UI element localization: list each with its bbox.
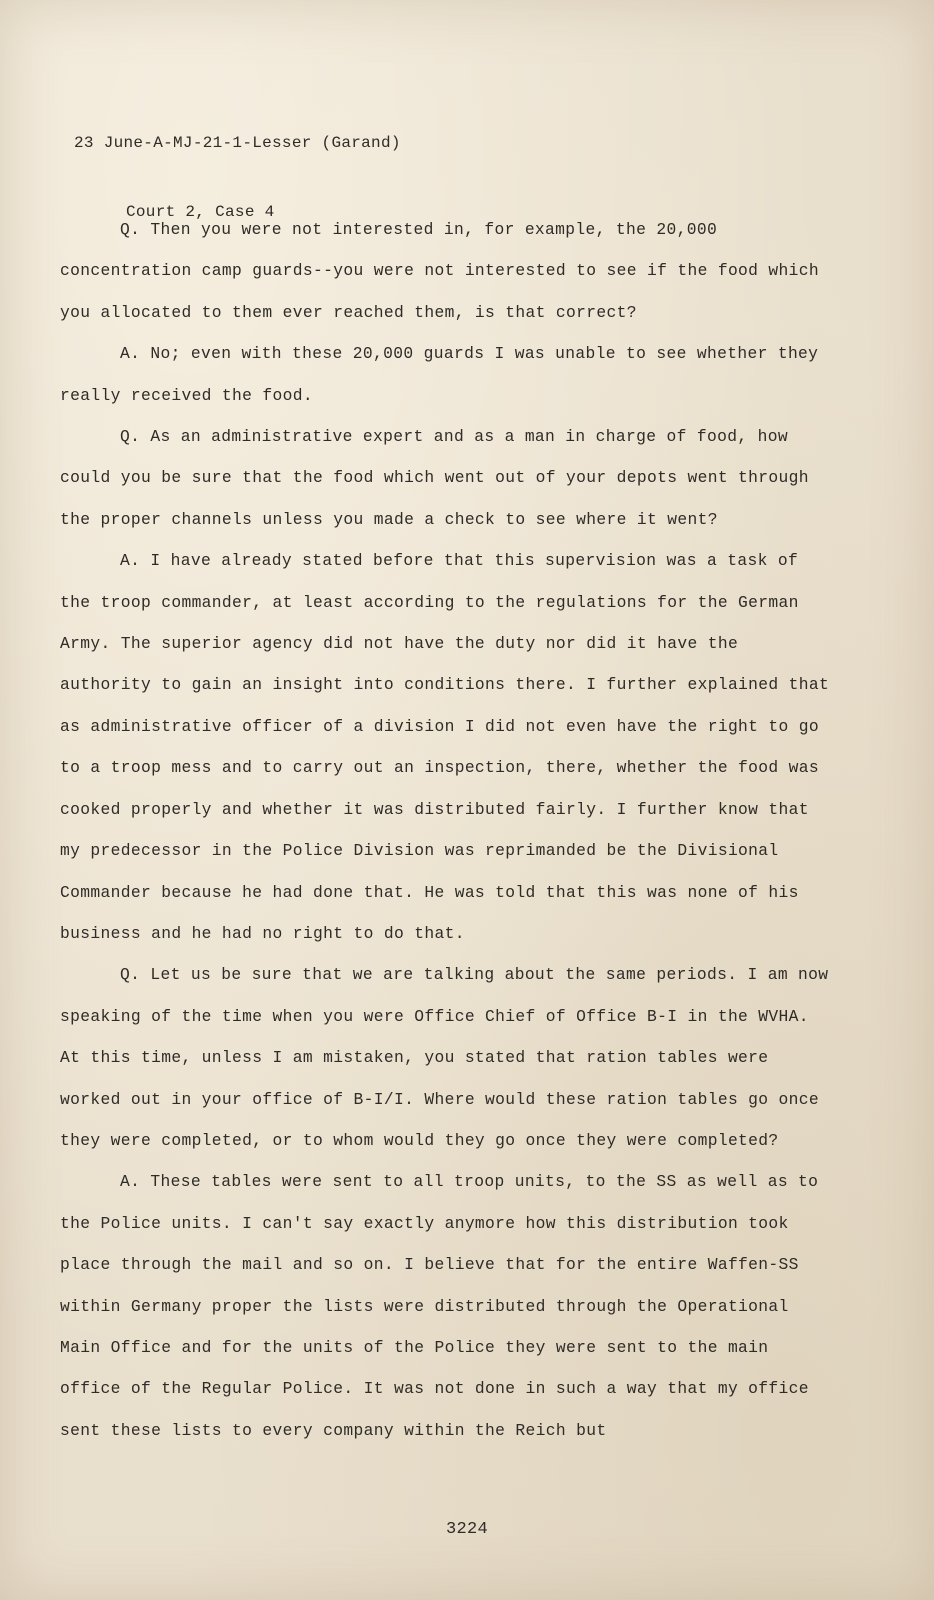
court-case-line: Court 2, Case 4 — [126, 203, 275, 221]
transcript-body — [60, 209, 830, 1451]
transcript-paragraph-question-2: Q. As an administrative expert and as a man in charge of food, how could you be sure that the food which went out of your depots went through the proper channels unless you made a check to see where it went? — [60, 427, 809, 529]
case-reference-line: 23 June-A-MJ-21-1-Lesser (Garand) — [74, 134, 401, 152]
transcript-paragraph-question-3: Q. Let us be sure that we are talking about the same periods. I am now speaking of the time when you were Office Chief of Office B-I in the WVHA. At this time, unless I am mistaken, you stated that ration tables were worked out in your office of B-I/I. Where would these ration tables go once they were completed, or to whom would they go once they were completed? — [60, 965, 829, 1150]
transcript-paragraph-answer-1: A. No; even with these 20,000 guards I was unable to see whether they really received the food. — [60, 344, 819, 405]
page-number: 3224 — [445, 1520, 488, 1539]
transcript-paragraph-answer-2: A. I have already stated before that this supervision was a task of the troop commander, at least according to the regulations for the German Army. The superior agency did not have the duty nor did it have the authority to gain an insight into conditions there. I further explained that as administrative officer of a division I did not even have the right to go to a troop mess and to carry out an inspection, there, whether the food was cooked properly and whether it was distributed fairly. I further know that my predecessor in the Police Division was reprimanded be the Divisional Commander because he had done that. He was told that this was none of his business and he had no right to do that. — [60, 551, 830, 943]
transcript-paragraph-answer-3: A. These tables were sent to all troop units, to the SS as well as to the Police units. I can't say exactly anymore how this distribution took place through the mail and so on. I believe that for the entire Waffen-SS within Germany proper the lists were distributed through the Operational Main Office and for the units of the Police they were sent to the main office of the Regular Police. It was not done in such a way that my office sent these lists to every company within the Reich but — [60, 1172, 819, 1440]
transcript-paragraph-question-1: Q. Then you were not interested in, for example, the 20,000 concentration camp guards--you were not interested to see if the food which you allocated to them ever reached them, is that correct? — [60, 220, 820, 322]
